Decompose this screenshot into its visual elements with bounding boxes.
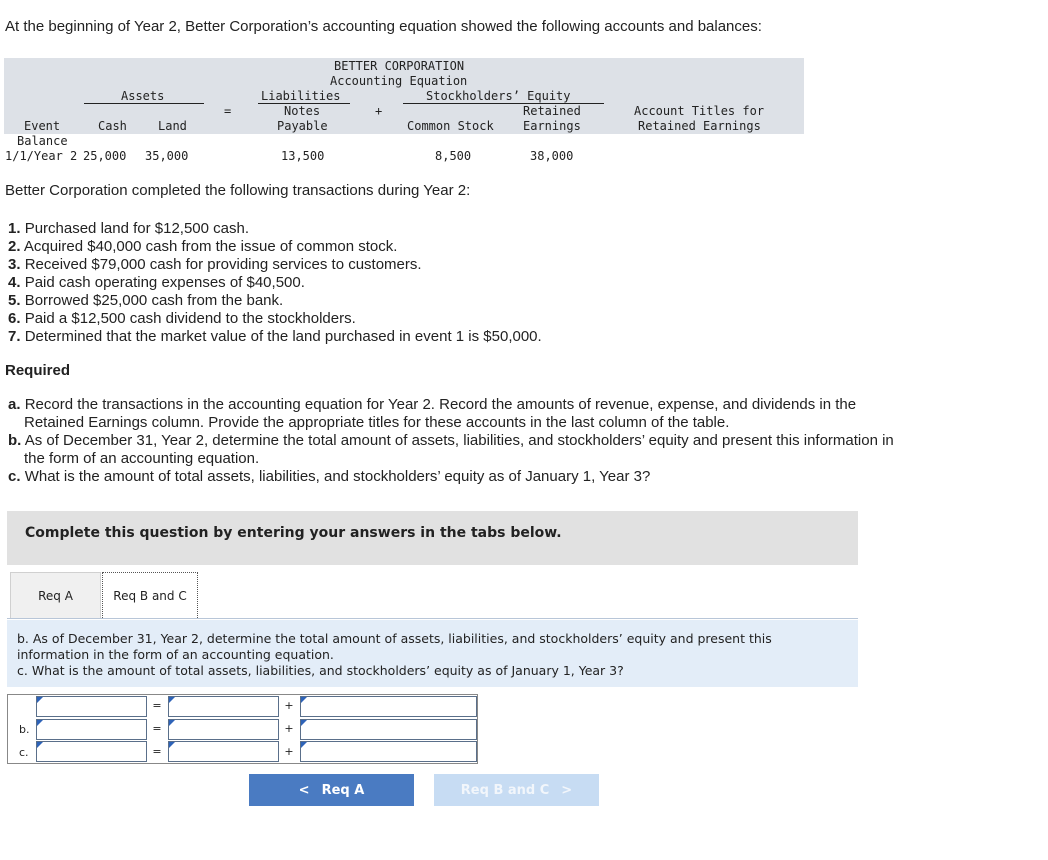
retained-header-2: Earnings — [523, 119, 581, 133]
land-balance: 35,000 — [145, 149, 189, 163]
list-item: 5. Borrowed $25,000 cash from the bank. — [8, 292, 284, 309]
list-item: 7. Determined that the market value of the land purchased in event 1 is $50,000. — [8, 328, 542, 345]
equity-header: Stockholders’ Equity — [426, 89, 571, 103]
equals-sign: = — [224, 104, 232, 118]
land-header: Land — [158, 119, 187, 133]
assets-header: Assets — [121, 89, 165, 103]
question-box — [7, 620, 858, 687]
row-label-c: c. — [19, 746, 29, 759]
list-item: 3. Received $79,000 cash for providing services to customers. — [8, 256, 422, 273]
required-b-cont: the form of an accounting equation. — [24, 450, 260, 467]
equals-op: = — [152, 699, 162, 712]
balance-label: Balance — [17, 134, 68, 148]
assets-header-input[interactable] — [36, 696, 147, 717]
liabilities-header: Liabilities — [261, 89, 341, 103]
plus-op: + — [284, 745, 294, 758]
tab-req-b-and-c[interactable]: Req B and C — [102, 572, 198, 618]
cash-header: Cash — [98, 119, 127, 133]
equity-c-input[interactable] — [300, 741, 477, 762]
plus-sign: + — [375, 104, 383, 118]
required-a: a. Record the transactions in the accounting equation for Year 2. Record the amounts of revenue, expense, and dividends in the — [8, 396, 857, 413]
list-item: 2. Acquired $40,000 cash from the issue of common stock. — [8, 238, 398, 255]
liabilities-c-input[interactable] — [168, 741, 279, 762]
chevron-left-icon: < — [298, 782, 310, 798]
question-line-c: c. What is the amount of total assets, liabilities, and stockholders’ equity as of January 1, Year 3? — [17, 663, 624, 678]
chevron-right-icon: > — [561, 782, 573, 798]
equation-title: Accounting Equation — [330, 74, 468, 88]
list-item: 6. Paid a $12,500 cash dividend to the stockholders. — [8, 310, 356, 327]
plus-op: + — [284, 722, 294, 735]
common-stock-header: Common Stock — [407, 119, 494, 133]
notes-header-1: Notes — [284, 104, 321, 118]
question-line-b-cont: information in the form of an accounting equation. — [17, 647, 334, 662]
next-button-label: Req B and C — [460, 782, 550, 798]
equals-op: = — [152, 745, 162, 758]
assets-c-input[interactable] — [36, 741, 147, 762]
account-titles-header-2: Retained Earnings — [638, 119, 761, 133]
intro-text: At the beginning of Year 2, Better Corporation’s accounting equation showed the following accounts and balances: — [5, 18, 762, 35]
instructions-banner — [7, 511, 858, 565]
required-b: b. As of December 31, Year 2, determine the total amount of assets, liabilities, and stockholders’ equity and present this information in — [8, 432, 894, 449]
assets-underline — [84, 103, 204, 104]
notes-header-2: Payable — [277, 119, 328, 133]
liabilities-header-input[interactable] — [168, 696, 279, 717]
equals-op: = — [152, 722, 162, 735]
notes-payable-balance: 13,500 — [281, 149, 325, 163]
required-c: c. What is the amount of total assets, liabilities, and stockholders’ equity as of January 1, Year 3? — [8, 468, 651, 485]
required-a-cont: Retained Earnings column. Provide the appropriate titles for these accounts in the last column of the table. — [24, 414, 730, 431]
company-name: BETTER CORPORATION — [334, 59, 465, 73]
equity-b-input[interactable] — [300, 719, 477, 740]
account-titles-header-1: Account Titles for — [634, 104, 765, 118]
banner-text: Complete this question by entering your answers in the tabs below. — [25, 525, 562, 541]
prev-req-a-button[interactable] — [249, 774, 414, 806]
equity-header-input[interactable] — [300, 696, 477, 717]
event-header: Event — [24, 119, 61, 133]
question-line-b: b. As of December 31, Year 2, determine the total amount of assets, liabilities, and stockholders’ equity and present this — [17, 631, 772, 646]
answer-grid — [7, 694, 478, 764]
tab-divider — [7, 618, 858, 619]
plus-op: + — [284, 699, 294, 712]
cash-balance: 25,000 — [83, 149, 127, 163]
retained-header-1: Retained — [523, 104, 581, 118]
balance-date: 1/1/Year 2 — [5, 149, 78, 163]
list-item: 1. Purchased land for $12,500 cash. — [8, 220, 250, 237]
retained-earnings-balance: 38,000 — [530, 149, 574, 163]
next-req-b-and-c-button[interactable] — [434, 774, 599, 806]
assets-b-input[interactable] — [36, 719, 147, 740]
list-item: 4. Paid cash operating expenses of $40,500. — [8, 274, 305, 291]
common-stock-balance: 8,500 — [435, 149, 472, 163]
prev-button-label: Req A — [321, 782, 365, 798]
transactions-intro: Better Corporation completed the following transactions during Year 2: — [5, 182, 471, 199]
required-heading: Required — [5, 362, 71, 379]
tab-req-a[interactable]: Req A — [10, 572, 101, 618]
row-label-b: b. — [19, 723, 30, 736]
liabilities-b-input[interactable] — [168, 719, 279, 740]
